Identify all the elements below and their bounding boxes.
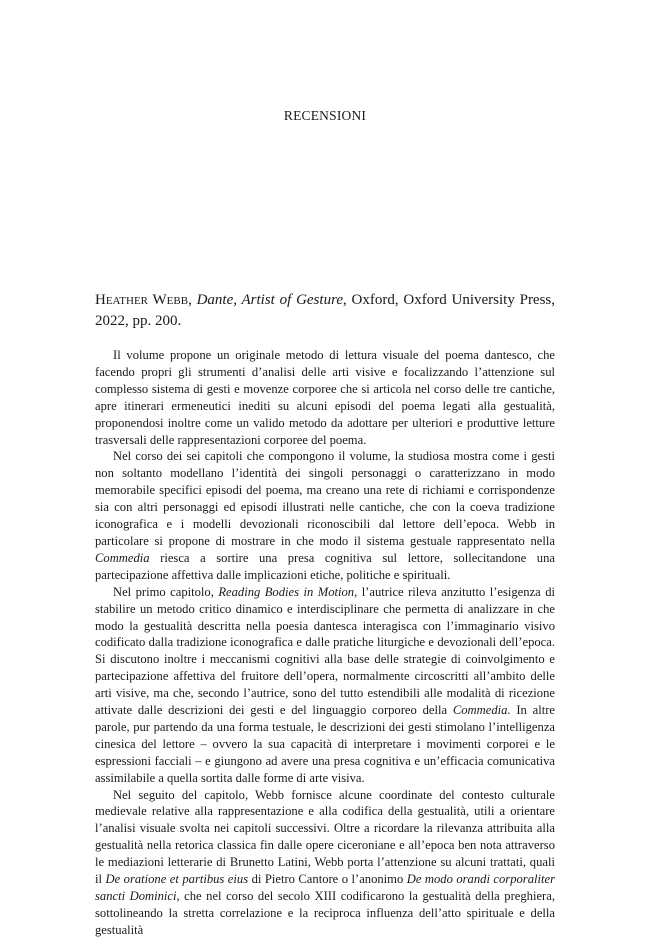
review-body [95, 347, 555, 939]
paragraph-1 [95, 347, 555, 448]
paragraph-text: Nel primo capitolo, [113, 584, 219, 599]
paragraph-text: riesca a sortire una presa cognitiva sul lettore, sollecitandone una partecipazione affettiva dalle implicazioni etiche, politiche e spirituali. [95, 550, 555, 582]
bibliographic-citation: Heather Webb, Dante, Artist of Gesture, Oxford, Oxford University Press, 2022, pp. 200. [95, 292, 556, 329]
paragraph-text: Nel seguito del capitolo, Webb fornisce alcune coordinate del contesto culturale medievale relative alla rappresentazione e alla codifica della gestualità, utili a orientare l’analisi visuale svolta nei capitoli successivi. Oltre a ricordare la rilevanza attribuita alla gestualità nella retorica classica fin dalle opere ciceroniane e all’epoca ben nota attraverso le mediazioni letterarie di Brunetto Latini, Webb porta l’attenzione su alcuni trattati, quali il [95, 787, 555, 887]
paragraph-2 [95, 448, 555, 583]
paragraph-text: , che nel corso del secolo XIII codificarono la gestualità della preghiera, sottolineando la stretta correlazione e la reciproca influenza dell’atto spirituale e della gestualità [95, 889, 555, 937]
paragraph-text: . In altre parole, pur partendo da una forma testuale, le descrizioni dei gesti stimolano l’intelligenza cinesica del lettore – ovvero la sua capacità di interpretare i movimenti corporei e le espressioni facciali – e giungono ad avere una presa cognitiva e un’efficacia comunicativa assimilabile a quella sortita dalle forme di arte visiva. [95, 703, 555, 785]
citation-title: Dante, Artist of Gesture [196, 292, 344, 308]
paragraph-text: , l’autrice rileva anzitutto l’esigenza di stabilire un metodo critico dinamico e interdisciplinare che permetta di analizzare in che modo la gestualità descritta nella poesia dantesca interagisca con l’immaginario visivo codificato dalla tradizione iconografica e dalle pratiche liturgiche e devozionali dell’epoca. Si discutono inoltre i meccanismi cognitivi alla base delle strategie di coinvolgimento e partecipazione affettiva del fruitore dell’opera, normalmente circoscritti all’ambito delle arti visive, ma che, secondo l’autrice, sono del tutto estendibili alle modalità di ricezione attivate dalle descrizioni dei gesti e del linguaggio corporeo della [95, 584, 555, 718]
italic-title: Reading Bodies in Motion [218, 584, 355, 599]
paragraph-text: Il volume propone un originale metodo di lettura visuale del poema dantesco, che facendo propri gli strumenti d’analisi delle arti visive e focalizzando l’attenzione sul complesso sistema di gesti e movenze corporee che si articola nel corso delle tre cantiche, apre itinerari ermeneutici inediti su alcuni episodi del poema legati alla gestualità, proponendosi inoltre come un valido metodo da adottare per ulteriori e produttive letture trasversali delle rappresentazioni corporee del poema. [95, 348, 555, 447]
running-head: RECENSIONI [283, 108, 367, 123]
italic-title: De oratione et partibus eius [105, 872, 249, 887]
citation-publication: , Oxford, Oxford University Press, 2022, pp. 200. [95, 292, 556, 329]
paragraph-3 [95, 584, 555, 787]
review-section [95, 290, 555, 939]
paragraph-4 [95, 787, 555, 939]
italic-title: De modo orandi corporaliter sancti Dominici [95, 872, 555, 903]
citation-author: Heather Webb [95, 292, 189, 308]
paragraph-text: di Pietro Cantore o l’anonimo [248, 872, 407, 887]
italic-title: Commedia [95, 550, 150, 565]
italic-title: Commedia [452, 703, 508, 718]
paragraph-text: Nel corso dei sei capitoli che compongono il volume, la studiosa mostra come i gesti non soltanto modellano l’identità dei singoli personaggi o caratterizzano in modo memorabile specifici episodi del poema, ma creano una rete di richiami e corrispondenze sia con altri personaggi ed episodi illustrati nelle cantiche, che con la coeva tradizione iconografica e i modelli devozionali riconoscibili dal lettore dell’epoca. Webb in particolare si propone di mostrare in che modo il sistema gestuale rappresentato nella [95, 449, 555, 548]
